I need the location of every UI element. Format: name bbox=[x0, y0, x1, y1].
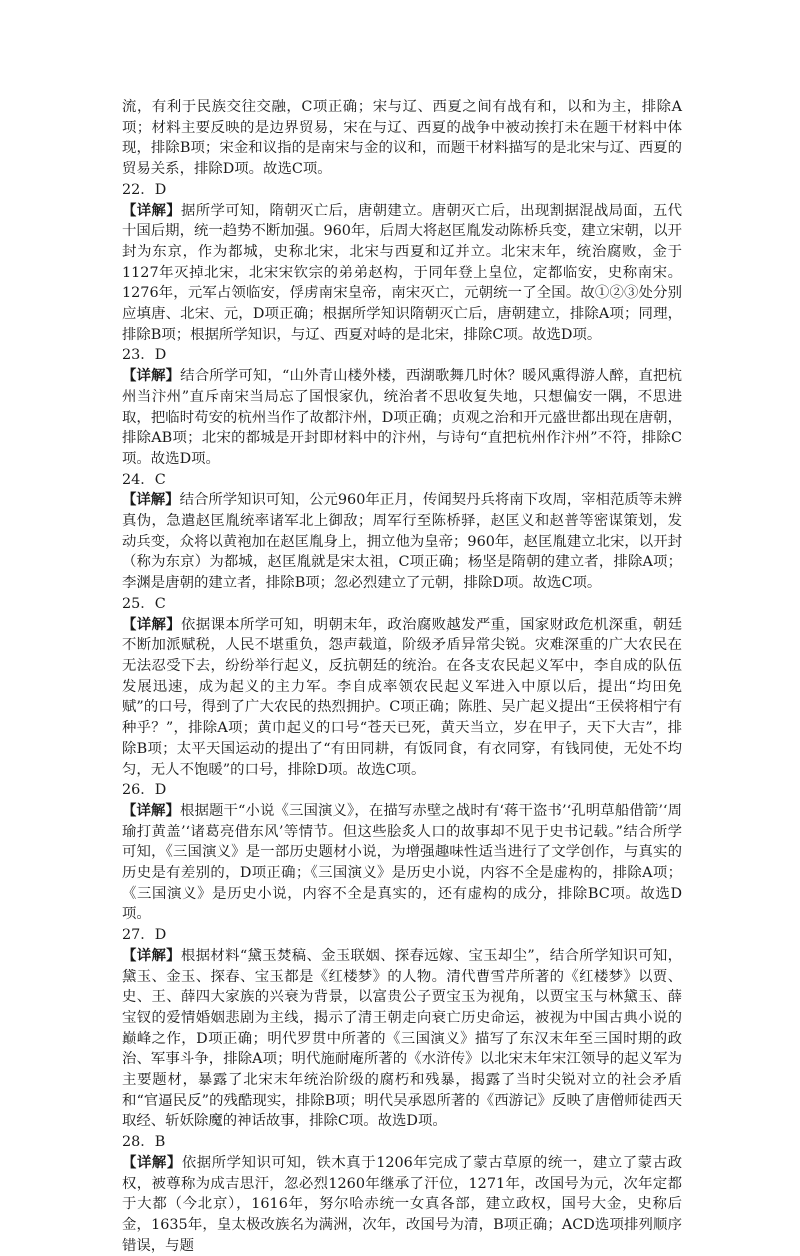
answer-number bbox=[122, 345, 682, 366]
paragraph-text: 依据课本所学可知，明朝末年，政治腐败越发严重，国家财政危机深重，朝廷不断加派赋税，人民不堪重负，怨声载道，阶级矛盾异常尖锐。灾难深重的广大农民在无法忍受下去，纷纷举行起义，反抗朝廷的统治。在各支农民起义军中，李自成的队伍发展迅速，成为起义的主力军。李自成率领农民起义军进入中原以后，提出“均田免赋”的口号，得到了广大农民的热烈拥护。C项正确；陈胜、吴广起义提出“王侯将相宁有种乎？”，排除A项；黄巾起义的口号“苍天已死，黄天当立，岁在甲子，天下大吉”，排除B项；太平天国运动的提出了“有田同耕，有饭同食，有衣同穿，有钱同使，无处不均匀，无人不饱暖”的口号，排除D项。故选C项。 bbox=[122, 616, 682, 778]
explanation-paragraph bbox=[122, 490, 682, 594]
answer-number bbox=[122, 925, 682, 946]
document-page bbox=[122, 97, 682, 1256]
explanation-paragraph bbox=[122, 97, 682, 180]
paragraph-text: 结合所学可知，“山外青山楼外楼，西湖歌舞几时休？暖风熏得游人醉，直把杭州当汴州”直斥南宋当局忘了国恨家仇，统治者不思收复失地，只想偏安一隅，不思进取，把临时苟安的杭州当作了故都汴州，D项正确；贞观之治和开元盛世都出现在唐朝，排除AB项；北宋的都城是开封即材料中的汴州，与诗句“直把杭州作汴州”不符，排除C项。故选D项。 bbox=[122, 368, 682, 467]
paragraph-text: 结合所学知识可知，公元960年正月，传闻契丹兵将南下攻周，宰相范质等未辨真伪，急遣赵匡胤统率诸军北上御敌；周军行至陈桥驿，赵匡义和赵普等密谋策划，发动兵变，众将以黄袍加在赵匡胤身上，拥立他为皇帝；960年，赵匡胤建立北宋，以开封（称为东京）为都城，赵匡胤就是宋太祖，C项正确；杨坚是隋朝的建立者，排除A项；李渊是唐朝的建立者，排除B项；忽必烈建立了元朝，排除D项。故选C项。 bbox=[122, 492, 682, 592]
paragraph-text: 24．C bbox=[122, 471, 166, 488]
paragraph-text: 根据题干“小说《三国演义》，在描写赤壁之战时有‘蒋干盗书’‘孔明草船借箭’‘周瑜打黄盖’‘诸葛亮借东风’等情节。但这些脍炙人口的故事却不见于史书记载。”结合所学可知，《三国演义》是一部历史题材小说，为增强趣味性适当进行了文学创作，与真实的历史是有差别的，D项正确；《三国演义》是历史小说，内容不全是虚构的，排除A项；《三国演义》是历史小说，内容不全是真实的，还有虚构的成分，排除BC项。故选D项。 bbox=[122, 802, 682, 923]
detail-tag: 【详解】 bbox=[122, 201, 181, 219]
answer-number bbox=[122, 470, 682, 491]
detail-tag: 【详解】 bbox=[122, 801, 181, 819]
paragraph-text: 25．C bbox=[122, 595, 166, 612]
explanation-paragraph bbox=[122, 801, 682, 925]
explanation-paragraph bbox=[122, 201, 682, 346]
paragraph-text: 据所学可知，隋朝灭亡后，唐朝建立。唐朝灭亡后，出现割据混战局面，五代十国后期，统一趋势不断加强。960年，后周大将赵匡胤发动陈桥兵变，建立宋朝，以开封为东京，作为都城，史称北宋，北宋与西夏和辽并立。北宋末年，统治腐败，金于1127年灭掉北宋，北宋宋钦宗的弟弟赵构，于同年登上皇位，定都临安，史称南宋。1276年，元军占领临安，俘虏南宋皇帝，南宋灭亡，元朝统一了全国。故①②③处分别应填唐、北宋、元，D项正确；根据所学知识隋朝灭亡后，唐朝建立，排除A项；同理，排除B项；根据所学知识，与辽、西夏对峙的是北宋，排除C项。故选D项。 bbox=[122, 202, 682, 343]
paragraph-text: 27．D bbox=[122, 927, 167, 944]
answer-number bbox=[122, 180, 682, 201]
paragraph-text: 依据所学知识可知，铁木真于1206年完成了蒙古草原的统一，建立了蒙古政权，被尊称为成吉思汗，忽必烈1260年继承了汗位，1271年，改国号为元，次年定都于大都（今北京），1616年，努尔哈赤统一女真各部，建立政权，国号大金，史称后金，1635年，皇太极改族名为满洲，次年，改国号为清，B项正确；ACD选项排列顺序错误，与题 bbox=[122, 1154, 682, 1254]
answer-number bbox=[122, 594, 682, 615]
paragraph-text: 23．D bbox=[122, 347, 167, 364]
detail-tag: 【详解】 bbox=[122, 367, 181, 385]
explanation-paragraph bbox=[122, 946, 682, 1132]
explanation-paragraph bbox=[122, 366, 682, 470]
detail-tag: 【详解】 bbox=[122, 615, 181, 633]
paragraph-text: 流，有利于民族交往交融，C项正确；宋与辽、西夏之间有战有和，以和为主，排除A项；材料主要反映的是边界贸易，宋在与辽、西夏的战争中被动挨打未在题干材料中体现，排除B项；宋金和议指的是南宋与金的议和，而题干材料描写的是北宋与辽、西夏的贸易关系，排除D项。故选C项。 bbox=[122, 99, 682, 178]
answer-number bbox=[122, 780, 682, 801]
explanation-paragraph bbox=[122, 1153, 682, 1256]
paragraph-text: 26．D bbox=[122, 782, 167, 799]
detail-tag: 【详解】 bbox=[122, 1153, 182, 1171]
paragraph-text: 22．D bbox=[122, 181, 167, 198]
paragraph-text: 根据材料“黛玉焚稿、金玉联姻、探春远嫁、宝玉却尘”，结合所学知识可知，黛玉、金玉、探春、宝玉都是《红楼梦》的人物。清代曹雪芹所著的《红楼梦》以贾、史、王、薛四大家族的兴衰为背景，以富贵公子贾宝玉为视角，以贾宝玉与林黛玉、薛宝钗的爱情婚姻悲剧为主线，揭示了清王朝走向衰亡历史命运，被视为中国古典小说的巅峰之作，D项正确；明代罗贯中所著的《三国演义》描写了东汉末年至三国时期的政治、军事斗争，排除A项；明代施耐庵所著的《水浒传》以北宋末年宋江领导的起义军为主要题材，暴露了北宋末年统治阶级的腐朽和残暴，揭露了当时尖锐对立的社会矛盾和“官逼民反”的残酷现实，排除B项；明代吴承恩所著的《西游记》反映了唐僧师徒西天取经、斩妖除魔的神话故事，排除C项。故选D项。 bbox=[122, 947, 682, 1130]
detail-tag: 【详解】 bbox=[122, 946, 181, 964]
answer-number bbox=[122, 1132, 682, 1153]
explanation-paragraph bbox=[122, 615, 682, 781]
detail-tag: 【详解】 bbox=[122, 491, 180, 509]
paragraph-text: 28．B bbox=[122, 1134, 166, 1151]
